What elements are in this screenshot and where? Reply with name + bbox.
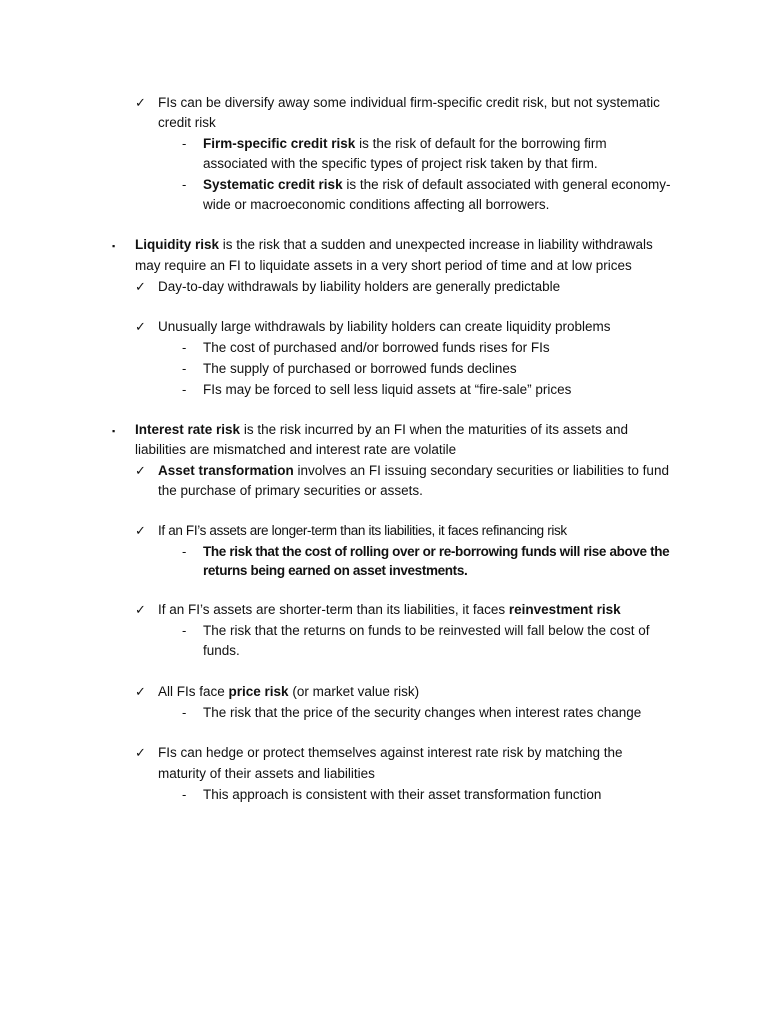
checkmark-icon: ✓ bbox=[135, 602, 146, 617]
document-page: ✓ FIs can be diversify away some individual firm-specific credit risk, but not systematic credit risk - Firm-specific credit risk is the risk of default for the borrowing firm associated with the specific types of project risk taken by that firm. - Systematic credit risk is the risk of default associated with general economy- wide or macroeconomic conditions affecting all borrowers. ▪ Liquidity risk is the risk that a sudden and unexpected increase in liability withdrawals may require an FI to liquidate assets in a very short period of time and at low prices ✓ Day-to-day withdrawals by liability holders are generally predictable ✓ Unusually large withdrawals by liability holders can create liquidity problems - The cost of purchased and/or borrowed funds rises for FIs - The supply of purchased or borrowed funds declines - FIs may be forced to sell less liquid assets at “fire-sale” prices ▪ Interest rate risk is the risk incurred by an FI when the maturities of its assets and liabilities are mismatched and interest rate are volatile ✓ Asset transformation involves an FI issuing secondary securities or liabilities to fund the purchase of primary securities or assets. ✓ If an FI’s assets are longer-term than its liabilities, it faces refinancing risk - The risk that the cost of rolling over or re-borrowing funds will rise above the returns being earned on asset investments. ✓ If an FI’s assets are shorter-term than its liabilities, it faces reinvestment risk - The risk that the returns on funds to be reinvested will fall below the cost of funds. ✓ All FIs face price risk (or market value risk) - The risk that the price of the security changes when interest rates change ✓ FIs can hedge or protect themselves against interest rate risk by matching the maturity of their assets and liabilities - This approach is consistent with their asset transformation function bbox=[0, 0, 768, 1024]
dash-marker: - bbox=[182, 340, 187, 355]
checkmark-icon: ✓ bbox=[135, 279, 146, 294]
dash-marker: - bbox=[182, 544, 186, 559]
checkmark-icon: ✓ bbox=[135, 95, 146, 110]
checkmark-icon: ✓ bbox=[135, 684, 146, 699]
dash-marker: - bbox=[182, 136, 187, 151]
checkmark-icon: ✓ bbox=[135, 319, 146, 334]
dash-marker: - bbox=[182, 382, 187, 397]
square-bullet-icon: ▪ bbox=[112, 241, 116, 251]
checkmark-icon: ✓ bbox=[135, 745, 146, 760]
checkmark-icon: ✓ bbox=[135, 523, 146, 538]
dash-marker: - bbox=[182, 361, 187, 376]
dash-marker: - bbox=[182, 705, 187, 720]
dash-marker: - bbox=[182, 177, 187, 192]
dash-marker: - bbox=[182, 623, 187, 638]
checkmark-icon: ✓ bbox=[135, 463, 146, 478]
square-bullet-icon: ▪ bbox=[112, 426, 116, 436]
dash-marker: - bbox=[182, 787, 187, 802]
